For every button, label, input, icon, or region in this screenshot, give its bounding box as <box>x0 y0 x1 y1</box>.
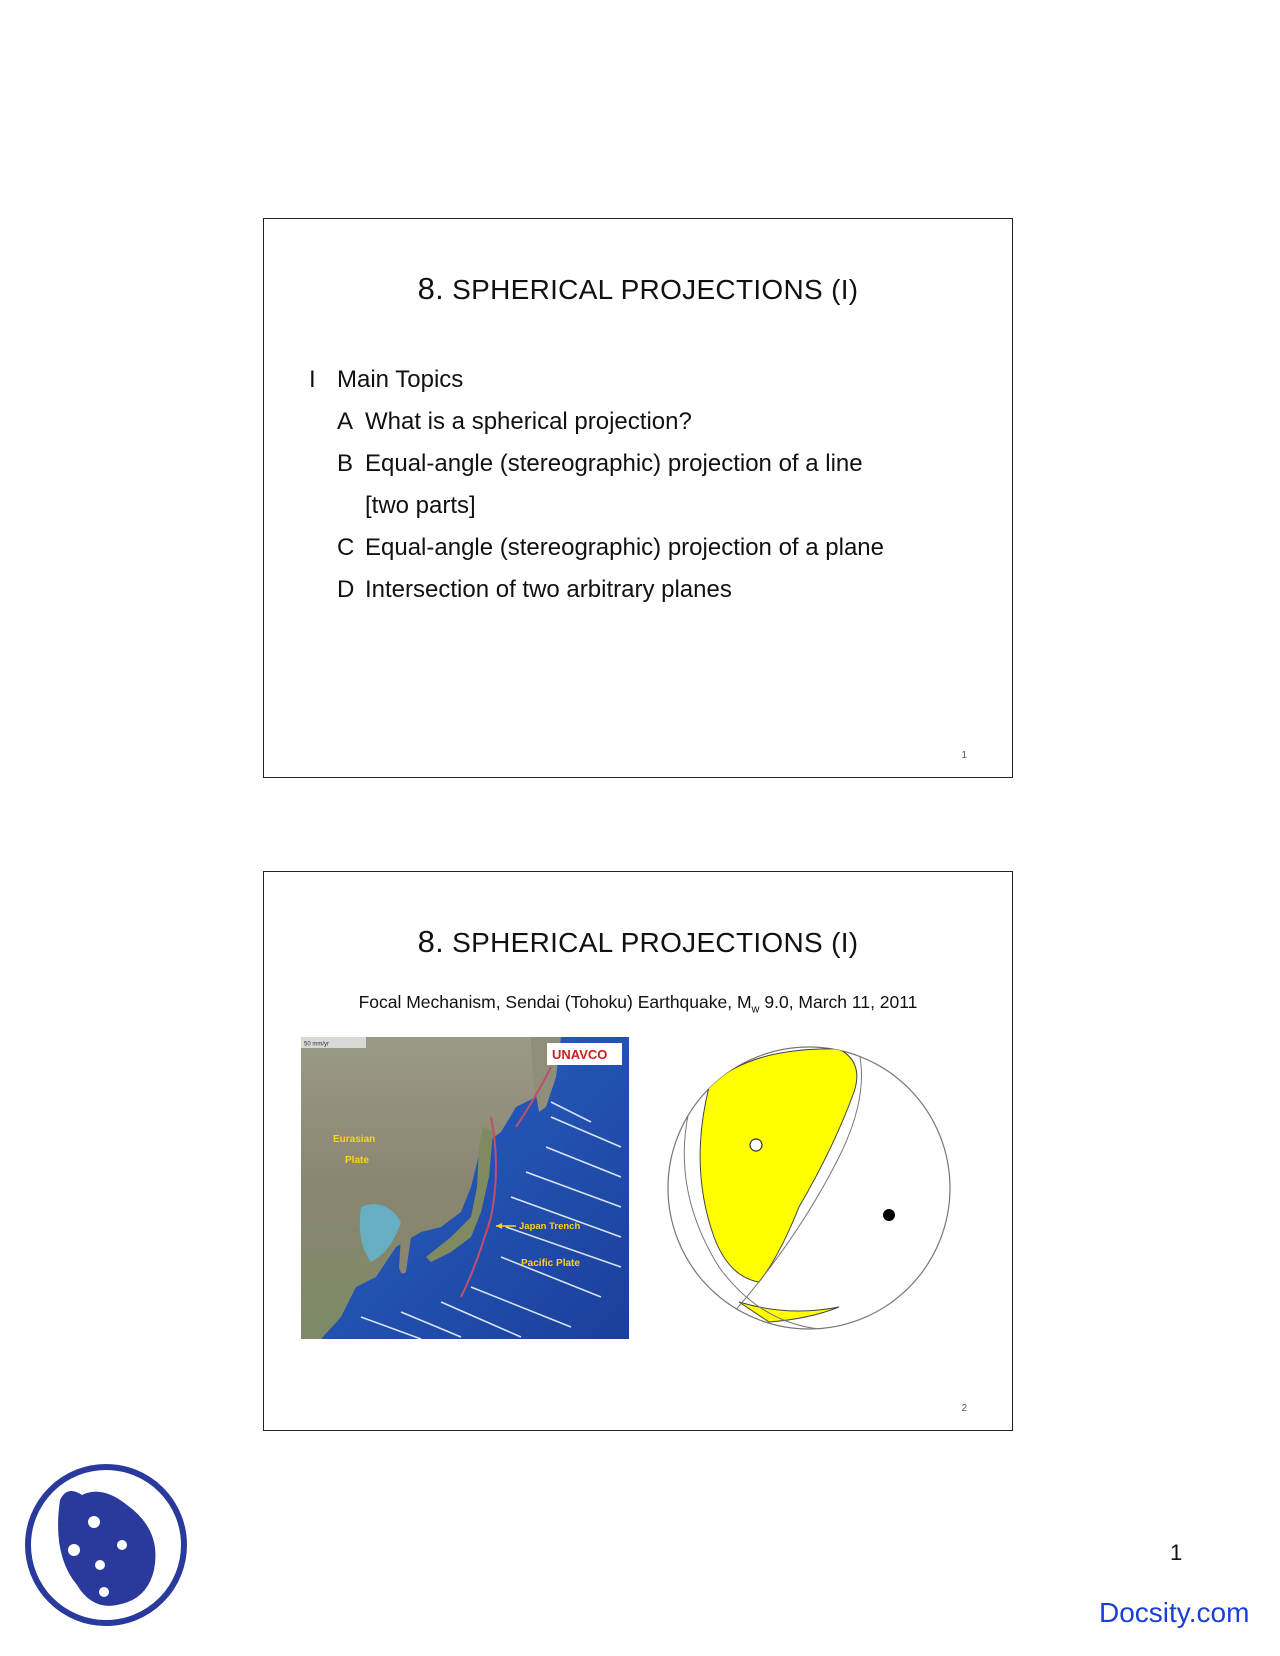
outline-item-text: Equal-angle (stereographic) projection of a plane <box>365 534 884 561</box>
p-axis-marker <box>750 1139 762 1151</box>
slide-2-title-text: SPHERICAL PROJECTIONS (I) <box>452 927 859 958</box>
slide-1-title-number: 8. <box>417 271 445 306</box>
docsity-logo-icon <box>22 1460 190 1630</box>
caption-text-end: 9.0, March 11, 2011 <box>759 992 918 1012</box>
topic-outline <box>309 359 884 611</box>
outline-item-d <box>337 569 884 611</box>
footer-page-number: 1 <box>1170 1540 1183 1565</box>
slide-1 <box>263 218 1013 778</box>
slide-1-page-number: 1 <box>961 750 967 761</box>
outline-item-b-continuation: [two parts] <box>365 492 476 519</box>
slide-1-title-text: SPHERICAL PROJECTIONS (I) <box>452 274 859 305</box>
outline-heading-row <box>309 359 884 401</box>
eurasian-plate-label-2: Plate <box>345 1155 369 1166</box>
caption-subscript: w <box>751 1003 760 1016</box>
outline-roman-marker: I <box>309 366 316 393</box>
outline-item-letter: D <box>337 576 355 603</box>
outline-item-letter: C <box>337 534 355 561</box>
tectonic-map <box>301 1037 629 1339</box>
focal-mechanism-beachball <box>649 1037 969 1339</box>
japan-trench-label: Japan Trench <box>519 1221 581 1232</box>
docsity-brand-link[interactable]: Docsity.com <box>1099 1597 1250 1628</box>
epicenter-star-icon: ★ <box>485 1225 491 1232</box>
outline-item-letter: A <box>337 408 354 435</box>
outline-item-text: What is a spherical projection? <box>365 408 692 435</box>
slide-1-title <box>264 271 1012 307</box>
scale-bar-label: 50 mm/yr <box>304 1041 330 1048</box>
slide-2-title <box>264 924 1012 960</box>
unavco-logo: UNAVCO <box>552 1047 608 1062</box>
outline-item-c <box>337 527 884 569</box>
pacific-plate-label: Pacific Plate <box>521 1258 580 1269</box>
slide-2-page-number: 2 <box>961 1403 967 1414</box>
eurasian-plate-label-1: Eurasian <box>333 1134 376 1145</box>
caption-text: Focal Mechanism, Sendai (Tohoku) Earthquake, M <box>358 992 752 1012</box>
slide-2-title-number: 8. <box>417 924 445 959</box>
t-axis-marker <box>883 1209 895 1221</box>
outline-item-b <box>337 443 884 485</box>
outline-heading: Main Topics <box>337 366 464 393</box>
outline-item-letter: B <box>337 450 354 477</box>
outline-item-a <box>337 401 884 443</box>
outline-item-text: Equal-angle (stereographic) projection of a line <box>365 450 863 477</box>
figure-caption <box>264 992 1012 1016</box>
outline-item-text: Intersection of two arbitrary planes <box>365 576 732 603</box>
slide-2 <box>263 871 1013 1431</box>
